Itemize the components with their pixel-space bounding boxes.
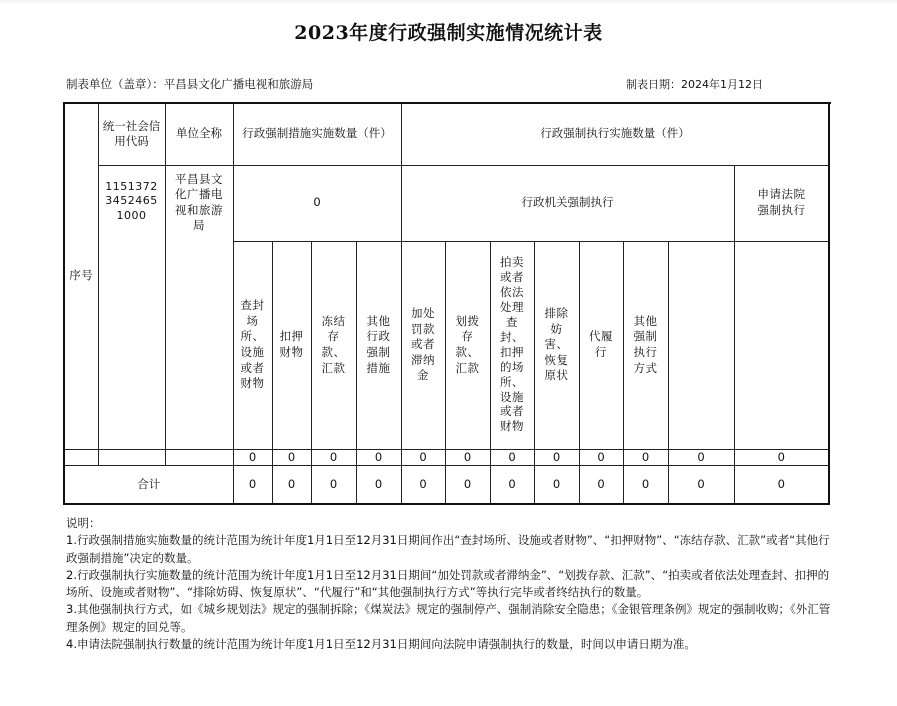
notes-heading: 说明：	[66, 516, 101, 530]
sum-cell: 0	[490, 466, 534, 504]
data-cell: 0	[623, 449, 668, 466]
sum-label: 合计	[64, 466, 233, 504]
data-code	[98, 449, 165, 466]
data-cell: 0	[534, 449, 579, 466]
sub-header-other-exec: 其他强制执行方式	[623, 241, 668, 449]
sum-cell: 0	[734, 466, 829, 504]
data-cell: 0	[579, 449, 623, 466]
report-date: 制表日期：2024年1月12日	[626, 78, 763, 91]
page-title: 2023年度行政强制实施情况统计表	[294, 22, 603, 44]
unit-name: 平昌县文化广播电视和旅游局	[165, 165, 233, 449]
data-cell: 0	[356, 449, 401, 466]
note-item: 2.行政强制执行实施数量的统计范围为统计年度1月1日至12月31日期间“加处罚款或者滞纳金”、“划拨存款、汇款”、“拍卖或者依法处理查封、扣押的场所、设施或者财物”、“排除妨碍、恢复原状”、“代履行”和“其他强制执行方式”等执行完毕或者终结执行的数量。	[66, 567, 830, 600]
sub-header-seal: 查封场所、设施或者财物	[233, 241, 272, 449]
sub-header-substitute: 代履行	[579, 241, 623, 449]
sub-header-seize: 扣押财物	[272, 241, 311, 449]
sub-header-auction: 拍卖或者依法处理查封、扣押的场所、设施或者财物	[490, 241, 534, 449]
header-execution: 行政强制执行实施数量（件）	[401, 103, 829, 165]
sum-cell: 0	[233, 466, 272, 504]
header-row-1	[64, 103, 829, 165]
reporting-unit: 制表单位（盖章）：平昌县文化广播电视和旅游局	[66, 77, 314, 91]
data-cell: 0	[272, 449, 311, 466]
note-item: 4.申请法院强制执行数量的统计范围为统计年度1月1日至12月31日期间向法院申请强制执行的数量，时间以申请日期为准。	[66, 637, 696, 652]
data-cell: 0	[233, 449, 272, 466]
data-name-cell	[165, 449, 233, 466]
sum-cell: 0	[401, 466, 445, 504]
sum-cell: 0	[272, 466, 311, 504]
data-row	[64, 449, 829, 466]
header-seq: 序号	[64, 103, 98, 449]
sum-cell: 0	[445, 466, 490, 504]
data-cell: 0	[668, 449, 734, 466]
sum-row	[64, 466, 829, 504]
sub-header-freeze: 冻结存款、汇款	[311, 241, 356, 449]
sub-header-transfer: 划拨存款、汇款	[445, 241, 490, 449]
sum-cell: 0	[311, 466, 356, 504]
sub-header-court-blank	[668, 241, 734, 449]
sum-cell: 0	[579, 466, 623, 504]
data-cell: 0	[445, 449, 490, 466]
sum-cell: 0	[668, 466, 734, 504]
header-measures: 行政强制措施实施数量（件）	[233, 103, 401, 165]
top-strip	[0, 0, 897, 3]
header-row-2	[64, 165, 829, 241]
sum-cell: 0	[356, 466, 401, 504]
data-seq	[64, 449, 98, 466]
court-exec-label: 申请法院强制执行	[734, 165, 829, 241]
unit-code: 115137234524651000	[98, 165, 165, 449]
sub-header-other-measures: 其他行政强制措施	[356, 241, 401, 449]
sub-header-total-blank	[734, 241, 829, 449]
sub-header-remove: 排除妨害、恢复原状	[534, 241, 579, 449]
sub-header-penalty: 加处罚款或者滞纳金	[401, 241, 445, 449]
data-cell: 0	[490, 449, 534, 466]
admin-exec-label: 行政机关强制执行	[401, 165, 734, 241]
note-item: 1.行政强制措施实施数量的统计范围为统计年度1月1日至12月31日期间作出“查封场所、设施或者财物”、“扣押财物”、“冻结存款、汇款”或者“其他行政强制措施”决定的数量。	[66, 533, 830, 565]
note-item: 3.其他强制执行方式，如《城乡规划法》规定的强制拆除；《煤炭法》规定的强制停产、强制消除安全隐患；《金银管理条例》规定的强制收购；《外汇管理条例》规定的回兑等。	[66, 602, 831, 634]
data-cell: 0	[734, 449, 829, 466]
data-cell: 0	[311, 449, 356, 466]
data-cell: 0	[401, 449, 445, 466]
header-unit-name: 单位全称	[165, 103, 233, 165]
sum-cell: 0	[623, 466, 668, 504]
sum-cell: 0	[534, 466, 579, 504]
measures-total-value: 0	[233, 165, 401, 241]
notes-section	[66, 515, 831, 653]
statistics-table	[63, 102, 830, 505]
header-code: 统一社会信用代码	[98, 103, 165, 165]
